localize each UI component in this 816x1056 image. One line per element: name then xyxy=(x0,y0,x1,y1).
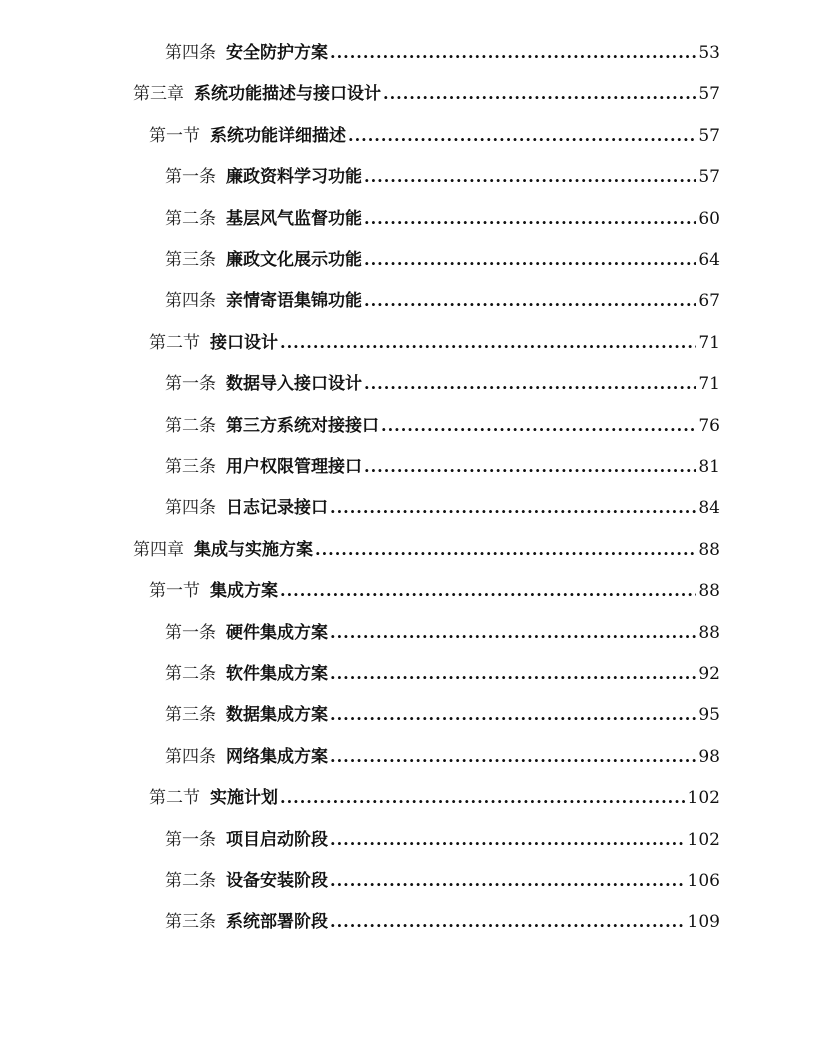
toc-entry-number: 第三条 xyxy=(165,912,216,933)
toc-entry-title: 硬件集成方案 xyxy=(226,622,328,643)
toc-entry-page-number: 81 xyxy=(698,457,720,477)
toc-entry-title: 软件集成方案 xyxy=(226,664,328,684)
dot-leader xyxy=(364,457,696,476)
toc-entry-page-number: 88 xyxy=(698,581,720,602)
toc-entry-number: 第三条 xyxy=(165,457,216,477)
toc-entry-title: 数据导入接口设计 xyxy=(226,374,362,395)
toc-entry-page-number: 71 xyxy=(698,332,720,353)
toc-entry[interactable] xyxy=(0,866,720,894)
toc-entry-number: 第一条 xyxy=(165,622,216,643)
toc-entry-number: 第四条 xyxy=(165,746,216,767)
toc-entry-page-number: 64 xyxy=(698,250,720,270)
toc-entry-number: 第四章 xyxy=(133,539,184,560)
dot-leader xyxy=(381,416,696,435)
dot-leader xyxy=(330,830,686,849)
toc-entry-title: 集成方案 xyxy=(210,581,278,602)
dot-leader xyxy=(364,374,696,393)
toc-entry-title: 廉政资料学习功能 xyxy=(226,167,362,188)
dot-leader xyxy=(330,623,696,642)
dot-leader xyxy=(280,788,686,807)
dot-leader xyxy=(383,84,696,103)
toc-entry[interactable] xyxy=(0,783,720,811)
toc-entry[interactable] xyxy=(0,328,720,356)
dot-leader xyxy=(364,250,696,269)
toc-entry[interactable] xyxy=(0,38,720,66)
toc-entry-page-number: 57 xyxy=(698,125,720,146)
toc-entry-number: 第二节 xyxy=(149,332,200,353)
dot-leader xyxy=(330,664,696,683)
toc-entry-page-number: 98 xyxy=(698,746,720,767)
dot-leader xyxy=(280,581,696,600)
toc-entry-page-number: 92 xyxy=(698,664,720,684)
toc-entry-page-number: 95 xyxy=(698,705,720,726)
toc-entry-number: 第三条 xyxy=(165,250,216,270)
toc-entry[interactable] xyxy=(0,369,720,397)
toc-entry-page-number: 71 xyxy=(698,374,720,395)
toc-entry[interactable] xyxy=(0,907,720,935)
toc-entry-number: 第一节 xyxy=(149,581,200,602)
toc-entry-page-number: 76 xyxy=(698,415,720,436)
toc-entry-number: 第四条 xyxy=(165,498,216,519)
toc-entry-title: 安全防护方案 xyxy=(226,43,328,63)
toc-entry-page-number: 88 xyxy=(698,539,720,560)
toc-entry-title: 系统功能描述与接口设计 xyxy=(194,84,381,105)
toc-entry[interactable] xyxy=(0,535,720,563)
toc-entry-page-number: 84 xyxy=(698,498,720,519)
toc-entry-number: 第一条 xyxy=(165,374,216,395)
dot-leader xyxy=(364,167,696,186)
toc-entry[interactable] xyxy=(0,493,720,521)
toc-entry-page-number: 102 xyxy=(687,788,720,809)
toc-entry[interactable] xyxy=(0,825,720,853)
toc-entry-page-number: 60 xyxy=(698,208,720,229)
dot-leader xyxy=(364,291,696,310)
toc-entry-page-number: 57 xyxy=(698,84,720,105)
dot-leader xyxy=(330,705,696,724)
toc-entry[interactable] xyxy=(0,79,720,107)
toc-entry-title: 基层风气监督功能 xyxy=(226,208,362,229)
toc-entry-number: 第二节 xyxy=(149,788,200,809)
toc-entry[interactable] xyxy=(0,286,720,314)
toc-entry-title: 集成与实施方案 xyxy=(194,539,313,560)
toc-entry-title: 项目启动阶段 xyxy=(226,829,328,850)
toc-entry-title: 日志记录接口 xyxy=(226,498,328,519)
toc-entry-title: 实施计划 xyxy=(210,788,278,809)
toc-entry-number: 第一节 xyxy=(149,125,200,146)
toc-entry-title: 数据集成方案 xyxy=(226,705,328,726)
toc-entry[interactable] xyxy=(0,452,720,480)
toc-entry[interactable] xyxy=(0,576,720,604)
dot-leader xyxy=(364,209,696,228)
toc-entry-title: 系统部署阶段 xyxy=(226,912,328,933)
dot-leader xyxy=(330,43,696,62)
toc-entry-number: 第三条 xyxy=(165,705,216,726)
dot-leader xyxy=(315,540,696,559)
toc-entry-number: 第二条 xyxy=(165,871,216,891)
toc-entry-title: 第三方系统对接接口 xyxy=(226,415,379,436)
dot-leader xyxy=(330,747,696,766)
toc-entry-title: 设备安装阶段 xyxy=(226,871,328,891)
toc-entry[interactable] xyxy=(0,204,720,232)
toc-entry[interactable] xyxy=(0,618,720,646)
toc-entry-title: 接口设计 xyxy=(210,332,278,353)
toc-entry-title: 系统功能详细描述 xyxy=(210,125,346,146)
toc-entry-title: 用户权限管理接口 xyxy=(226,457,362,477)
toc-entry-page-number: 88 xyxy=(698,622,720,643)
toc-entry[interactable] xyxy=(0,245,720,273)
toc-entry-number: 第三章 xyxy=(133,84,184,105)
toc-entry-page-number: 53 xyxy=(698,43,720,63)
dot-leader xyxy=(330,912,686,931)
toc-entry-number: 第二条 xyxy=(165,415,216,436)
dot-leader xyxy=(330,871,686,890)
toc-entry-title: 亲情寄语集锦功能 xyxy=(226,291,362,312)
toc-entry-page-number: 102 xyxy=(687,829,720,850)
toc-entry[interactable] xyxy=(0,162,720,190)
toc-entry-number: 第一条 xyxy=(165,167,216,188)
toc-entry-title: 廉政文化展示功能 xyxy=(226,250,362,270)
toc-entry[interactable] xyxy=(0,659,720,687)
toc-entry-number: 第四条 xyxy=(165,43,216,63)
toc-entry-page-number: 57 xyxy=(698,167,720,188)
toc-entry[interactable] xyxy=(0,121,720,149)
toc-entry-number: 第四条 xyxy=(165,291,216,312)
toc-entry-number: 第二条 xyxy=(165,664,216,684)
toc-entry-page-number: 67 xyxy=(698,291,720,312)
toc-entry[interactable] xyxy=(0,742,720,770)
toc-entry[interactable] xyxy=(0,700,720,728)
dot-leader xyxy=(280,333,696,352)
toc-entry-page-number: 106 xyxy=(687,871,720,891)
dot-leader xyxy=(330,498,696,517)
toc-entry[interactable] xyxy=(0,411,720,439)
toc-entry-page-number: 109 xyxy=(687,912,720,933)
toc-entry-title: 网络集成方案 xyxy=(226,746,328,767)
toc-entry-number: 第一条 xyxy=(165,829,216,850)
dot-leader xyxy=(348,126,696,145)
toc-entry-number: 第二条 xyxy=(165,208,216,229)
